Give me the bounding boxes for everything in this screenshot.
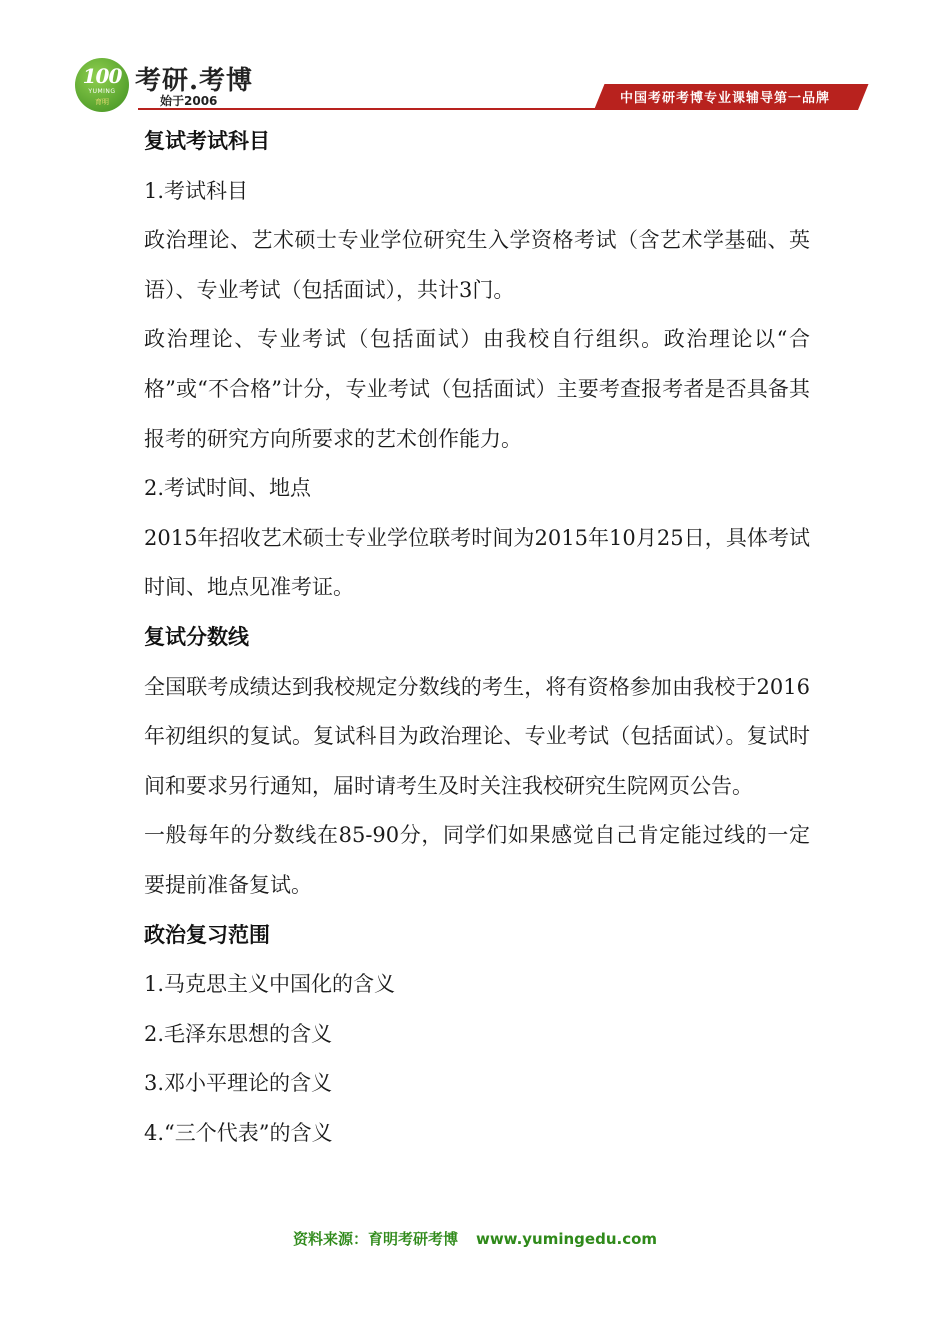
paragraph: 全国联考成绩达到我校规定分数线的考生，将有资格参加由我校于2016年初组织的复试。复试科目为政治理论、专业考试（包括面试）。复试时间和要求另行通知，届时请考生及时关注我校研究生院网页公告。 (144, 674, 810, 798)
paragraph: 2.考试时间、地点 (144, 476, 312, 501)
paragraph: 1.考试科目 (144, 178, 249, 203)
yuming-logo-icon (75, 58, 129, 112)
section-heading-politics-scope: 政治复习范围 (144, 922, 270, 947)
header-divider (138, 108, 608, 110)
brand-title: 考研.考博 (135, 66, 254, 96)
logo-ring-text: YUMING (88, 88, 116, 95)
section-heading-score-line: 复试分数线 (144, 624, 249, 649)
paragraph: 一般每年的分数线在85-90分，同学们如果感觉自己肯定能过线的一定要提前准备复试。 (144, 823, 810, 897)
paragraph: 政治理论、艺术硕士专业学位研究生入学资格考试（含艺术学基础、英语）、专业考试（包括面试），共计3门。 (144, 228, 810, 302)
document-body (144, 117, 810, 1158)
list-item: 1.马克思主义中国化的含义 (144, 972, 396, 997)
footer-url-link[interactable]: www.yumingedu.com (475, 1230, 658, 1248)
page-footer (0, 1228, 950, 1249)
section-heading-retest-subjects: 复试考试科目 (144, 129, 270, 153)
list-item: 3.邓小平理论的含义 (144, 1071, 333, 1096)
list-item: 2.毛泽东思想的含义 (144, 1021, 333, 1046)
paragraph: 政治理论、专业考试（包括面试）由我校自行组织。政治理论以“合格”或“不合格”计分，专业考试（包括面试）主要考查报考者是否具备其报考的研究方向所要求的艺术创作能力。 (144, 327, 810, 451)
paragraph: 2015年招收艺术硕士专业学位联考时间为2015年10月25日，具体考试时间、地点见准考证。 (144, 525, 810, 600)
footer-source-label: 资料来源：育明考研考博 (292, 1230, 458, 1248)
brand-since: 始于2006 (160, 94, 218, 108)
logo-digits: 100 (82, 64, 122, 88)
page-header (0, 0, 950, 120)
slogan-text: 中国考研考博专业课辅导第一品牌 (620, 91, 831, 106)
logo-sub-text: 育明 (95, 98, 109, 106)
list-item: 4.“三个代表”的含义 (144, 1120, 333, 1145)
